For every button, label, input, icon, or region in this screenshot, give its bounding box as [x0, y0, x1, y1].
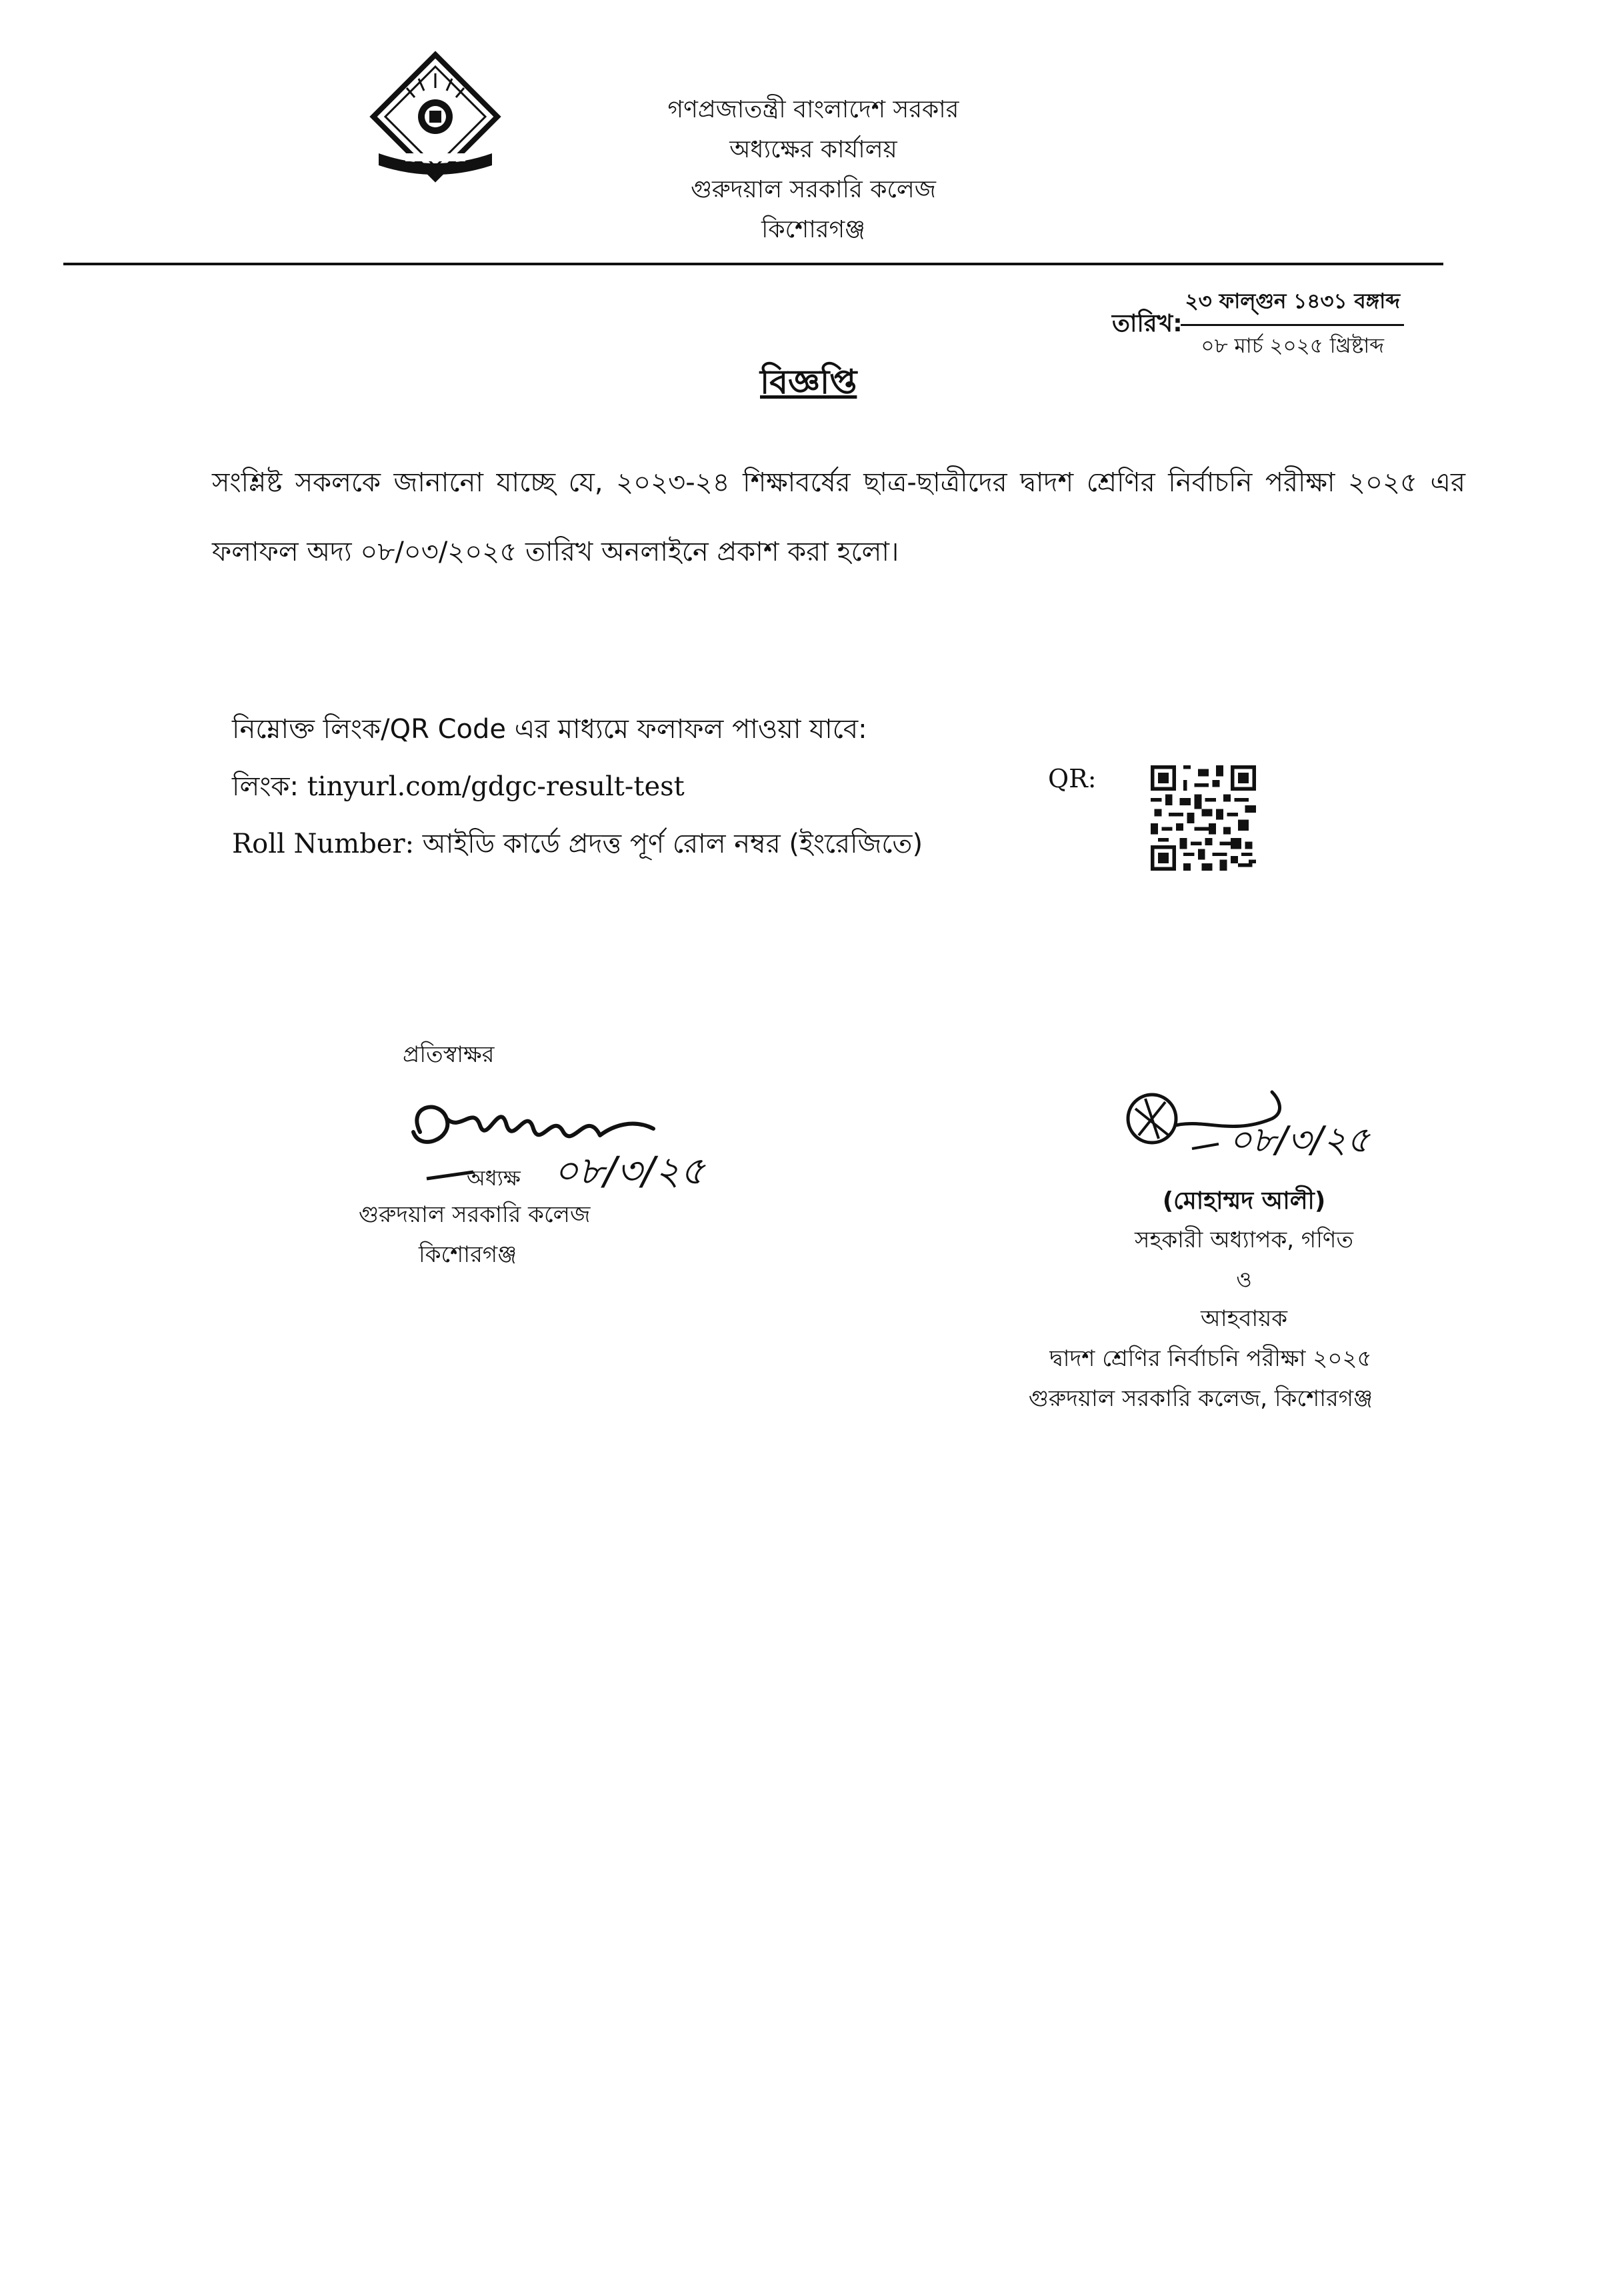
header-college: গুরুদয়াল সরকারি কলেজ — [691, 176, 936, 203]
convener-designation: সহকারী অধ্যাপক, গণিত — [1135, 1227, 1353, 1253]
header-divider — [63, 263, 1443, 265]
convener-signature — [1112, 1072, 1459, 1179]
convener-role: আহবায়ক — [1200, 1305, 1288, 1332]
roll-value: আইডি কার্ডে প্রদত্ত পূর্ণ রোল নম্বর (ইংরেজিতে) — [422, 829, 923, 859]
qr-code[interactable] — [1151, 765, 1256, 871]
date-label: তারিখ: — [1112, 310, 1183, 337]
convener-name: (মোহাম্মদ আলী) — [1162, 1187, 1326, 1215]
info-intro: নিম্নোক্ত লিংক/QR Code এর মাধ্যমে ফলাফল পাওয়া যাবে: — [232, 714, 867, 745]
link-line — [232, 765, 685, 810]
principal-signature — [400, 1079, 773, 1192]
convener-handwritten-date: ০৮/৩/২৫ — [1229, 1119, 1370, 1161]
convener-conjunction: ও — [1236, 1267, 1252, 1292]
principal-title: অধ্যক্ষ — [467, 1165, 521, 1191]
college-logo — [365, 47, 505, 187]
header-office: অধ্যক্ষের কার্যালয় — [729, 136, 897, 163]
qr-label: QR: — [1048, 764, 1097, 793]
date-bengali: ২৩ ফাল্গুন ১৪৩১ বঙ্গাব্দ — [1181, 285, 1404, 326]
notice-paragraph: সংশ্লিষ্ট সকলকে জানানো যাচ্ছে যে, ২০২৩-২৪ শিক্ষাবর্ষের ছাত্র-ছাত্রীদের দ্বাদশ শ্রেণির নির্বাচনি পরীক্ষা ২০২৫ এর ফলাফল অদ্য ০৮/০৩/২০২৫ তারিখ অনলাইনে প্রকাশ করা হলো। — [212, 467, 1465, 567]
principal-institution: গুরুদয়াল সরকারি কলেজ — [359, 1201, 591, 1228]
countersign-label: প্রতিস্বাক্ষর — [403, 1041, 495, 1068]
roll-label: Roll Number: — [232, 829, 415, 859]
notice-title: বিজ্ঞপ্তি — [760, 363, 857, 401]
convener-institution: গুরুদয়াল সরকারি কলেজ, কিশোরগঞ্জ — [1028, 1385, 1373, 1412]
result-link[interactable]: tinyurl.com/gdgc-result-test — [307, 771, 685, 802]
convener-committee: দ্বাদশ শ্রেণির নির্বাচনি পরীক্ষা ২০২৫ — [1049, 1345, 1372, 1372]
header-government: গণপ্রজাতন্ত্রী বাংলাদেশ সরকার — [667, 96, 959, 123]
roll-line — [232, 823, 923, 867]
header-district: কিশোরগঞ্জ — [761, 216, 865, 243]
principal-place: কিশোরগঞ্জ — [419, 1241, 517, 1268]
date-box — [1181, 285, 1404, 365]
link-label: লিংক: — [232, 771, 299, 802]
date-gregorian: ০৮ মার্চ ২০২৫ খ্রিষ্টাব্দ — [1201, 334, 1385, 358]
principal-handwritten-date: ০৮/৩/২৫ — [553, 1148, 705, 1192]
